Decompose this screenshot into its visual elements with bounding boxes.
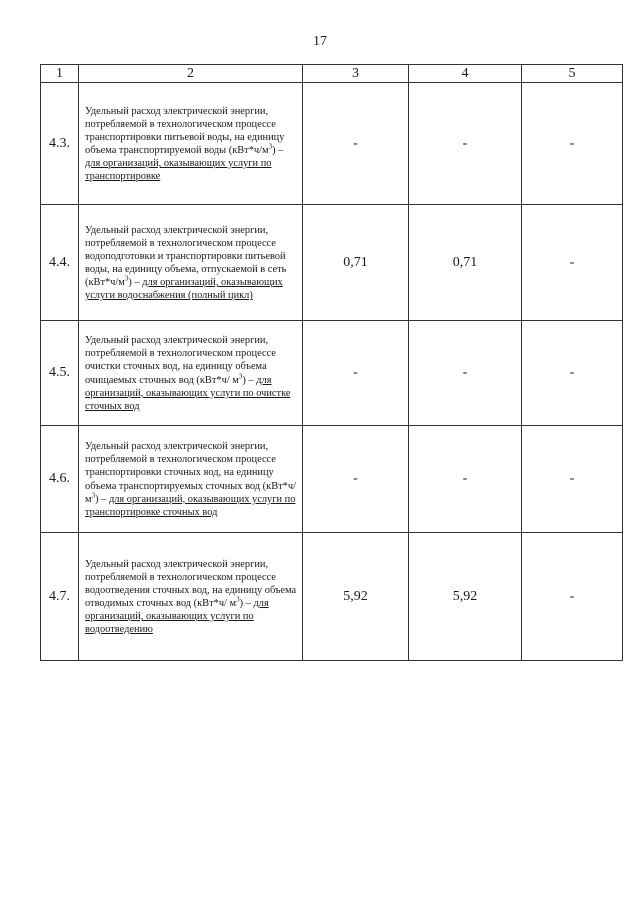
row-number: 4.7. — [41, 533, 79, 661]
column-header: 5 — [522, 65, 623, 83]
row-number: 4.4. — [41, 205, 79, 321]
cell-col4: - — [409, 426, 522, 533]
cell-col5: - — [522, 83, 623, 205]
cell-col3: - — [303, 321, 409, 426]
scope-note: для организаций, оказывающих услуги по транспортировке — [85, 158, 272, 183]
cell-col3: - — [303, 426, 409, 533]
table-row — [41, 426, 623, 533]
table-row — [41, 83, 623, 205]
cell-col5: - — [522, 205, 623, 321]
cell-col3: - — [303, 83, 409, 205]
column-header: 4 — [409, 65, 522, 83]
column-header: 3 — [303, 65, 409, 83]
row-description: Удельный расход электрической энергии, потребляемой в технологическом процессе водоподготовки и транспортировки питьевой воды, на единицу объема, отпускаемой в сеть $(кВт*ч/м^3)$ – для организаций, оказывающих услуги водоснабжения (полный цикл) — [79, 205, 303, 321]
row-number: 4.5. — [41, 321, 79, 426]
row-description: Удельный расход электрической энергии, потребляемой в технологическом процессе очистки сточных вод, на единицу объема очищаемых сточных вод (кВт*ч/ $м^3$) – для организаций, оказывающих услуги по очистке сточных вод — [79, 321, 303, 426]
row-description: Удельный расход электрической энергии, потребляемой в технологическом процессе водоотведения сточных вод, на единицу объема отводимых сточных вод (кВт*ч/ $м^3$) – для организаций, оказывающих услуги по водоотведению — [79, 533, 303, 661]
cell-col5: - — [522, 533, 623, 661]
row-number: 4.6. — [41, 426, 79, 533]
cell-col4: - — [409, 83, 522, 205]
column-header: 1 — [41, 65, 79, 83]
table-row — [41, 321, 623, 426]
cell-col4: 0,71 — [409, 205, 522, 321]
row-number: 4.3. — [41, 83, 79, 205]
cell-col3: 5,92 — [303, 533, 409, 661]
table-header-row — [41, 65, 623, 83]
row-description: Удельный расход электрической энергии, потребляемой в технологическом процессе транспортировки питьевой воды, на единицу объема транспортируемой воды $(кВт*ч/м^3)$ – для организаций, оказывающих услуги по транспортировке — [79, 83, 303, 205]
scope-note: для организаций, оказывающих услуги водоснабжения (полный цикл) — [85, 277, 283, 302]
cell-col5: - — [522, 426, 623, 533]
cell-col5: - — [522, 321, 623, 426]
column-header: 2 — [79, 65, 303, 83]
row-description: Удельный расход электрической энергии, потребляемой в технологическом процессе транспортировки сточных вод, на единицу объема транспортируемых сточных вод (кВт*ч/ $м^3$) – для организаций, оказывающих услуги по транспортировке сточных вод — [79, 426, 303, 533]
table-row — [41, 205, 623, 321]
page-number: 17 — [313, 34, 327, 49]
cell-col4: - — [409, 321, 522, 426]
cell-col3: 0,71 — [303, 205, 409, 321]
table-row — [41, 533, 623, 661]
scope-note: для организаций, оказывающих услуги по водоотведению — [85, 598, 269, 636]
scope-note: для организаций, оказывающих услуги по очистке сточных вод — [85, 374, 291, 412]
indicators-table — [40, 64, 623, 661]
cell-col4: 5,92 — [409, 533, 522, 661]
scope-note: для организаций, оказывающих услуги по транспортировке сточных вод — [85, 493, 296, 518]
